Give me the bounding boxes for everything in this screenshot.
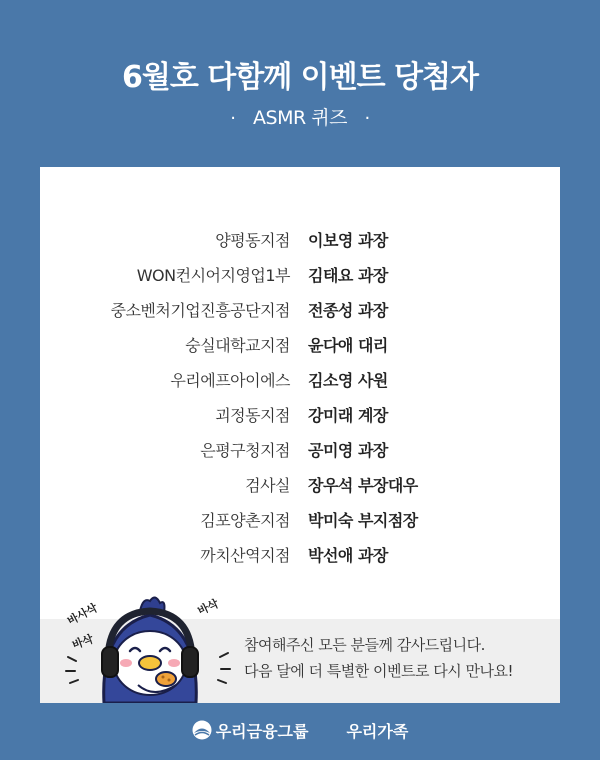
sound-text-left-2: 바삭: [70, 632, 96, 652]
subtitle-text: ASMR 퀴즈: [253, 107, 347, 129]
subtitle-dot-left: ·: [230, 108, 236, 129]
page-title: 6월호 다함께 이벤트 당첨자: [122, 60, 478, 95]
winners-card: [40, 167, 560, 703]
winner-branch: 양평동지점: [215, 231, 290, 250]
winner-name: 공미영 과장: [308, 441, 388, 460]
winner-row: [40, 467, 560, 502]
winner-name: 윤다애 대리: [308, 336, 388, 355]
thanks-line-1: 참여해주신 모든 분들께 감사드립니다.: [244, 636, 485, 654]
family-brand-text: 우리가족: [346, 721, 409, 741]
page-subtitle: [0, 103, 600, 130]
penguin-mascot-illustration: [50, 587, 250, 703]
sound-text-left-1: 바사삭: [65, 601, 100, 628]
winner-row: [40, 397, 560, 432]
winner-row: [40, 327, 560, 362]
winner-name: 김소영 사원: [308, 371, 388, 390]
winner-name: 김태요 과장: [308, 266, 388, 285]
winner-branch: WON컨시어지영업1부: [136, 266, 290, 285]
subtitle-dot-right: ·: [364, 108, 370, 129]
winner-branch: 은평구청지점: [200, 441, 290, 460]
logo-text: 우리금융그룹: [215, 721, 309, 741]
thanks-line-2: 다음 달에 더 특별한 이벤트로 다시 만나요!: [244, 662, 513, 680]
winner-branch: 우리에프아이에스: [170, 371, 290, 390]
winner-branch: 중소벤처기업진흥공단지점: [110, 301, 290, 320]
winner-branch: 까치산역지점: [200, 546, 290, 565]
winner-row: [40, 362, 560, 397]
woori-financial-logo: [192, 719, 309, 742]
winner-row: [40, 502, 560, 537]
winner-name: 전종성 과장: [308, 301, 388, 320]
winner-row: [40, 432, 560, 467]
footer: [0, 712, 600, 748]
winner-name: 이보영 과장: [308, 231, 388, 250]
thanks-message: [244, 632, 513, 684]
winner-name: 박선애 과장: [308, 546, 388, 565]
winner-row: [40, 292, 560, 327]
winner-branch: 검사실: [245, 476, 290, 495]
winner-name: 강미래 계장: [308, 406, 388, 425]
winner-branch: 숭실대학교지점: [185, 336, 290, 355]
woori-logo-icon: [192, 720, 212, 740]
winner-name: 박미숙 부지점장: [308, 511, 418, 530]
winner-row: [40, 537, 560, 572]
winner-name: 장우석 부장대우: [308, 476, 418, 495]
sound-text-right: 바삭: [195, 596, 221, 618]
winners-list: [40, 222, 560, 572]
winner-row: [40, 222, 560, 257]
winner-branch: 김포양촌지점: [200, 511, 290, 530]
winner-row: [40, 257, 560, 292]
winner-branch: 괴정동지점: [215, 406, 290, 425]
